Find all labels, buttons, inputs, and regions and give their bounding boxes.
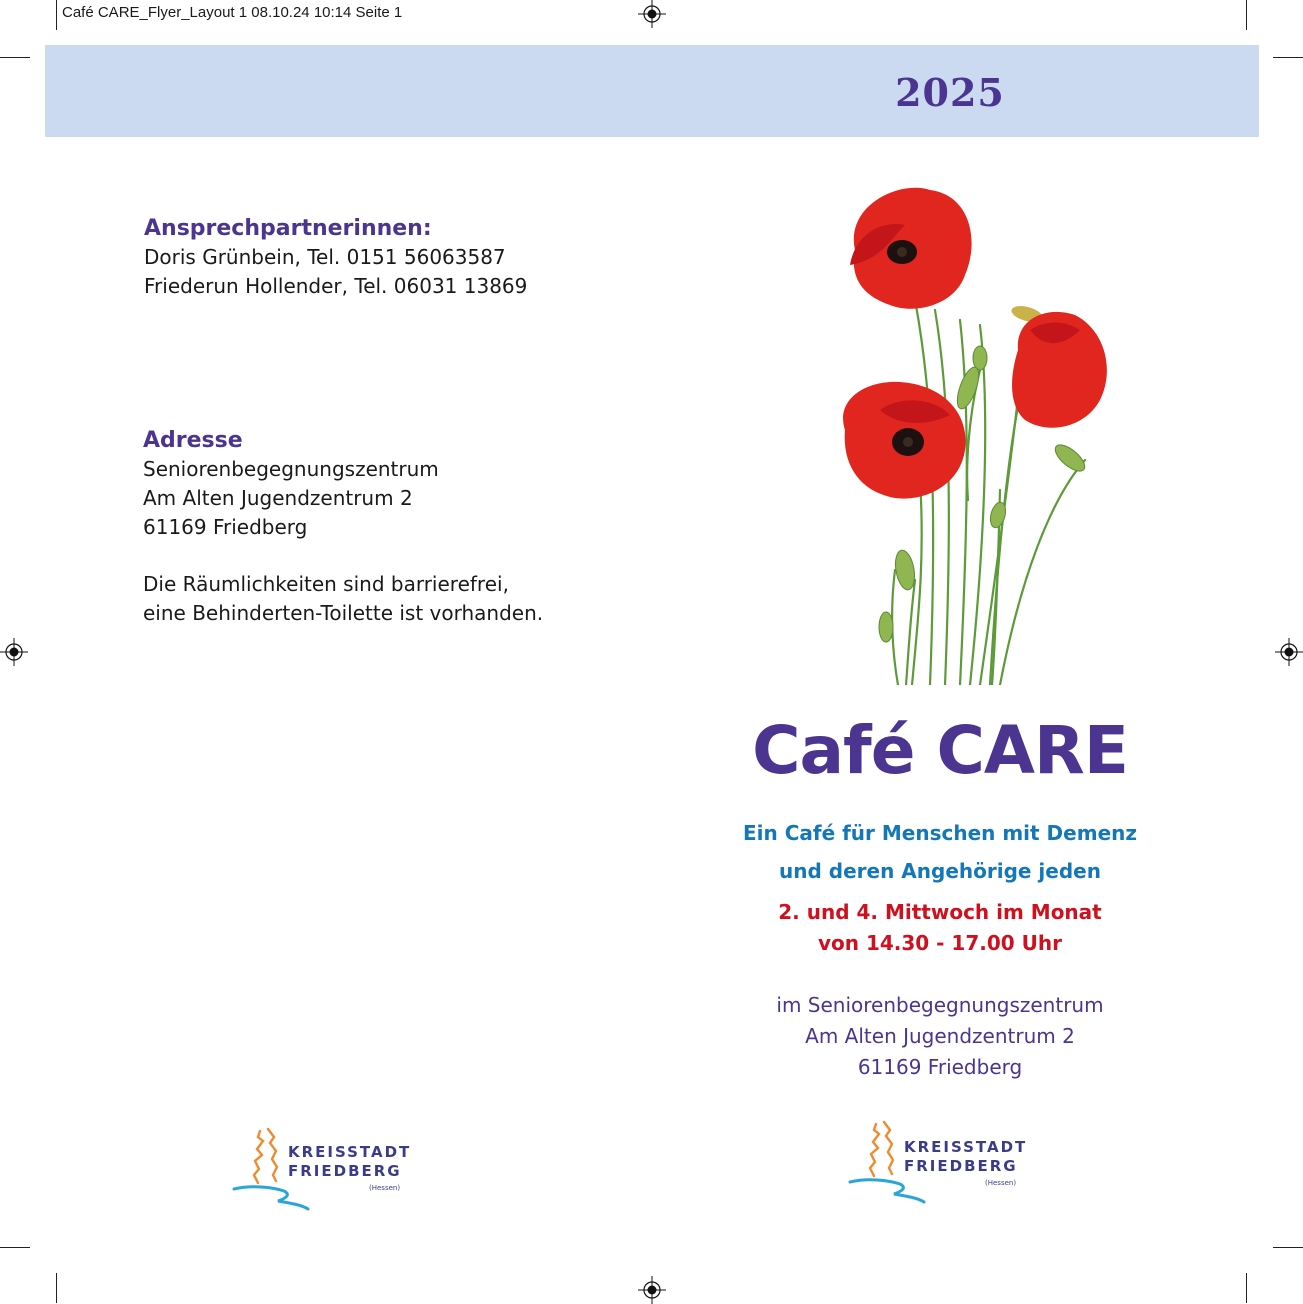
logo-subtitle: (Hessen) (369, 1184, 401, 1192)
location-line: 61169 Friedberg (857, 1055, 1023, 1079)
address-line: Seniorenbegegnungszentrum (143, 457, 439, 481)
location-line: im Seniorenbegegnungszentrum (776, 993, 1104, 1017)
crop-mark (0, 57, 30, 58)
subtitle-line: und deren Angehörige jeden (779, 859, 1101, 883)
meeting-time-line: von 14.30 - 17.00 Uhr (817, 931, 1063, 955)
city-logo (232, 1125, 412, 1215)
header-band (45, 45, 1259, 137)
address-line: Am Alten Jugendzentrum 2 (143, 486, 413, 510)
poppy-bloom-middle (843, 382, 966, 499)
contacts-heading: Ansprechpartnerinnen: (144, 216, 432, 241)
meeting-time-line: 2. und 4. Mittwoch im Monat (778, 900, 1102, 924)
registration-mark-icon (638, 0, 666, 28)
address-heading: Adresse (143, 428, 243, 453)
year-label: 2025 (895, 70, 1005, 115)
location-line: Am Alten Jugendzentrum 2 (805, 1024, 1075, 1048)
crop-mark (1273, 1247, 1303, 1248)
logo-subtitle: (Hessen) (985, 1179, 1017, 1187)
registration-mark-icon (0, 638, 28, 666)
flyer-title: Café CARE (752, 712, 1128, 789)
print-slug-line: Café CARE_Flyer_Layout 1 08.10.24 10:14 Seite 1 (62, 4, 403, 21)
registration-mark-icon (1275, 638, 1303, 666)
poppy-bloom-top (850, 188, 972, 309)
address-line: 61169 Friedberg (143, 515, 308, 539)
address-section (143, 428, 543, 628)
crop-mark (56, 1273, 57, 1303)
city-logo (848, 1118, 1028, 1208)
flyer-subtitle (700, 814, 1180, 890)
registration-mark-icon (638, 1276, 666, 1304)
poppy-flowers-image (820, 180, 1120, 685)
contact-line: Doris Grünbein, Tel. 0151 56063587 (144, 245, 506, 269)
logo-line: KREISSTADT (904, 1138, 1028, 1156)
accessibility-note-line: eine Behinderten-Toilette ist vorhanden. (143, 601, 544, 625)
subtitle-line: Ein Café für Menschen mit Demenz (742, 821, 1138, 845)
meeting-location (700, 990, 1180, 1083)
logo-line: FRIEDBERG (904, 1157, 1018, 1175)
crop-mark (56, 0, 57, 30)
crop-mark (1246, 0, 1247, 30)
accessibility-note-line: Die Räumlichkeiten sind barrierefrei, (143, 572, 509, 596)
crop-mark (0, 1247, 30, 1248)
contacts-section (144, 216, 527, 301)
logo-line: FRIEDBERG (288, 1162, 402, 1180)
crop-mark (1273, 57, 1303, 58)
poppy-bloom-right (1012, 312, 1107, 428)
logo-line: KREISSTADT (288, 1143, 412, 1161)
contact-line: Friederun Hollender, Tel. 06031 13869 (144, 274, 528, 298)
crop-mark (1246, 1273, 1247, 1303)
meeting-times (700, 897, 1180, 959)
